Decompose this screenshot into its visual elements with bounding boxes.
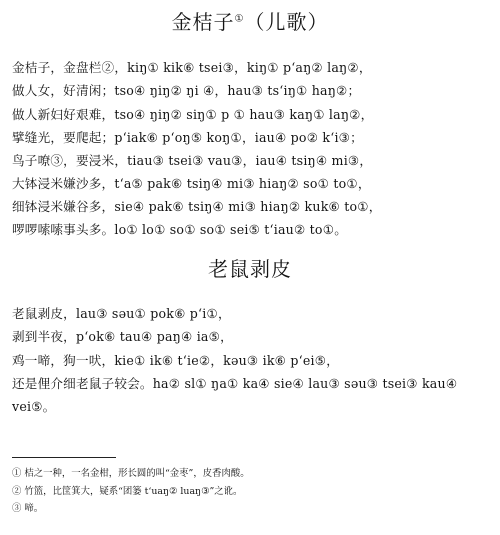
poem2-title: 老鼠剥皮	[208, 257, 292, 281]
poem-line: 做人女，好清闲；tso④ ŋiŋ② ŋi ④，hau③ tsʻiŋ① haŋ②；	[12, 83, 361, 98]
poem-line: 擘缝光，要爬起；pʻiak⑥ pʻoŋ⑤ koŋ①，iau④ po② kʻi③；	[12, 130, 363, 145]
poem-line: 金桔子，金盘栏②，kiŋ① kik⑥ tsei③，kiŋ① pʻaŋ② laŋ②，	[12, 60, 372, 75]
poem-title	[0, 6, 500, 35]
poem-line: 大钵浸米嫌沙多，tʻa⑤ pak⑥ tsiŋ④ mi③ hiaŋ② so① to①，	[12, 176, 371, 191]
poem-title-suffix: （儿歌）	[244, 10, 329, 34]
poem2-line: vei⑤。	[12, 399, 56, 414]
footnote: ③ 啼。	[12, 503, 44, 514]
footnote: ② 竹篮，比筐箕大，疑系“团篓 tʻuaŋ② luaŋ③”之讹。	[12, 486, 243, 497]
title-footnote-mark: ①	[234, 13, 245, 25]
footnote: ① 桔之一种，一名金柑，形长圆的叫“金枣”，皮香肉酸。	[12, 468, 250, 479]
poem-line: 做人新妇好艰难，tso④ ŋiŋ② siŋ① p ① hau③ kaŋ① laŋ②，	[12, 107, 374, 122]
poem-line: 啰啰嗦嗦事头多。lo① lo① so① so① sei⑤ tʻiau② to①。	[12, 222, 348, 237]
poem-line: 细钵浸米嫌谷多，sie④ pak⑥ tsiŋ④ mi③ hiaŋ② kuk⑥ to①，	[12, 199, 382, 214]
poem2-line: 剥到半夜，pʻok⑥ tau④ paŋ④ ia⑤，	[12, 329, 233, 344]
poem-line: 鸟子嘹③，要浸米，tiau③ tsei③ vau③，iau④ tsiŋ④ mi③，	[12, 153, 373, 168]
poem2-line: 还是俚介细老鼠子较会。ha② sl① ŋa① ka④ sie④ lau③ səu③ tsei③ kau④	[12, 376, 458, 391]
poem-title-text: 金桔子	[171, 10, 235, 34]
footnote-divider	[12, 457, 116, 458]
poem2-line: 老鼠剥皮，lau③ səu① pok⑥ pʻi①，	[12, 306, 231, 321]
poem2-line: 鸡一啼，狗一吠，kie① ik⑥ tʻie②，kəu③ ik⑥ pʻei⑤，	[12, 353, 340, 368]
